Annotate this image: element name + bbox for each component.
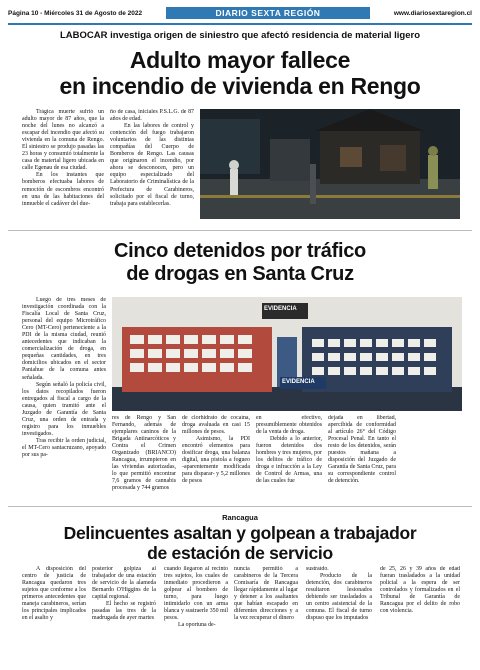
header-rule xyxy=(8,23,472,25)
article2-paragraph: dejada en libertad, apercibida de conformidad al artículo 26° del Código Procesal Penal. En tanto el resto de los detenidos, serán puestos mañana a disposición del Juzgado de Garantía de Santa Cruz, para su correspondiente control de detención. xyxy=(328,415,396,485)
article1-headline-1: Adulto mayor fallece xyxy=(129,47,351,73)
fire-scene-photo xyxy=(200,109,460,219)
article3-paragraph: La oportuna de- xyxy=(178,622,216,629)
article1-paragraph: En las labores de control y contención del fuego trabajaron voluntarios de las distintas compañías del Cuerpo de Bomberos de Rengo. Las causas que originaron el incendio, por ahora se desconocen, pero un equipo especializado del Laboratorio de Criminalística de la Prefectura de Carabineros, solicitado por el fiscal de turno, trabaja para establecerlas. xyxy=(110,123,194,207)
article1-paragraph: Trágica muerte sufrió un adulto mayor de 87 años, que la noche del lunes no alcanzó a escapar del incendio que afectó su vivienda en la comuna de Rengo. El siniestro se produjo pasadas las 23 horas y consumió totalmente la casa de material ligero ubicada en calle Egenau de esa ciudad. xyxy=(22,109,104,172)
article2-paragraph: Según señaló la policía civil, los datos recopilados fueron entregados al fiscal a cargo de la causa, quien tramitó ante el Juzgado de Garantía de Santa Cruz, una orden de entrada y registro para los inmuebles investigados. xyxy=(22,381,106,437)
section-divider xyxy=(8,506,472,507)
article3-paragraph: Producto de la detención, dos carabineros resultaron lesionados debiendo ser trasladados a un centro asistencial de la comuna. El fiscal de turno dispuso que los imputados xyxy=(306,573,372,622)
article3-headline-2: de estación de servicio xyxy=(147,543,333,563)
article3-paragraph: cuando llegaron al recinto tres sujetos, los cuales de inmediato procedieron a golpear al bombero de turno, para luego intimidarlo con un arma blanca y sustraerle 350 mil pesos. xyxy=(164,566,228,622)
evidence-sign: EVIDENCIA xyxy=(264,306,297,312)
article1-col1 xyxy=(22,109,104,221)
article2-paragraph: Asimismo, la PDI encontró elementos para dosificar droga, una balanza digital, una pistola a fogueo -aparentemente modificada para disparar- y 5,2 millones de pesos xyxy=(182,436,250,485)
article1-paragraph: En los instantes que bomberos efectuaba labores de remoción de escombros encontró en una de las habitaciones del inmueble el cadáver del due- xyxy=(22,172,104,207)
article1-kicker: LABOCAR investiga origen de siniestro que afectó residencia de material ligero xyxy=(59,30,421,41)
article2-paragraph: Tras recibir la orden judicial, el MT-Cero santacruzano, apoyado por sus pa- xyxy=(22,437,106,459)
newspaper-brand: DIARIO SEXTA REGIÓN xyxy=(166,7,371,19)
fire-scene-illustration xyxy=(200,109,460,219)
article2-paragraph: Luego de tres meses de investigación coordinada con la Fiscalía Local de Santa Cruz, personal del equipo Microtráfico Cero (MT-Cero) perteneciente a la PDI de la misma ciudad, reunió antecedentes que indicaban la comercialización de droga, en pequeñas cantidades, en tres domicilios ubicados en el sector Paniahue de la comuna antes señalada. xyxy=(22,297,106,381)
seized-drugs-photo xyxy=(112,297,462,411)
page-info: Página 10 - Miércoles 31 de Agosto de 2022 xyxy=(8,9,143,17)
evidence-sign: EVIDENCIA xyxy=(282,379,315,385)
article3-col5 xyxy=(306,566,372,666)
article2-headline-2: de drogas en Santa Cruz xyxy=(126,263,354,285)
article3-paragraph: posterior golpiza al trabajador de una estación de servicio de la alameda Bernardo O'Higgins de la capital regional. xyxy=(92,566,156,601)
article3-col6 xyxy=(380,566,460,666)
article1-col2 xyxy=(110,109,194,221)
article3-paragraph: de 25, 26 y 39 años de edad fueran trasladados a la unidad policial a la espera de ser controlados y formalizados en el Tribunal de Garantía de Rancagua por el delito de robo con violencia. xyxy=(380,566,460,615)
article3-paragraph: sustraído. xyxy=(306,566,329,572)
article2-paragraph: de clorhidrato de cocaína, droga avaluada en casi 15 millones de pesos. xyxy=(182,415,250,436)
article1-headline-2: en incendio de vivienda en Rengo xyxy=(59,73,421,99)
article3-kicker: Rancagua xyxy=(222,513,258,522)
article3-headline-1: Delincuentes asaltan y golpean a trabajador xyxy=(63,523,417,543)
page-header xyxy=(8,4,472,22)
section-divider xyxy=(8,230,472,231)
article2-paragraph: res de Rengo y San Fernando, además de ejemplares caninos de la Brigada Antinarcóticos y Contra el Crimen Organizado (BRIANCO) Rancagua, irrumpieron en las viviendas autorizadas, lo que permitió encontrar 7,6 gramos de cannabis procesada y 744 gramos xyxy=(112,415,176,492)
article3-col3 xyxy=(164,566,228,666)
seized-drugs-illustration xyxy=(112,297,462,411)
article2-paragraph: en efectivo, presumiblemente obtenidos de la venta de droga. xyxy=(256,415,322,436)
article3-paragraph: El hecho se registró pasadas las tres de la madrugada de ayer martes xyxy=(92,601,156,622)
article3-col2 xyxy=(92,566,156,666)
article2-headline-1: Cinco detenidos por tráfico xyxy=(114,240,366,262)
article2-paragraph: Debido a lo anterior, fueron detenidos dos hombres y tres mujeres, por los delitos de tráfico de droga e infracción a la Ley de Control de Armas, una de las cuales fue xyxy=(256,436,322,485)
article3-col1 xyxy=(22,566,86,666)
article3-paragraph: A disposición del centro de justicia de Rancagua quedaron tres sujetos que conforme a los primeros antecedentes que maneja carabineros, serían los principales implicados en el asalto y xyxy=(22,566,86,622)
article1-paragraph: ño de casa, iniciales P.S.L.G. de 87 años de edad. xyxy=(110,109,194,123)
article3-paragraph: nuncia permitió a carabineros de la Tercera Comisaría de Rancagua llegar rápidamente al lugar y detener a los asaltantes que habían escapado en diferentes direcciones y a la vez recuperar el dinero xyxy=(234,566,298,622)
newspaper-url[interactable]: www.diariosextaregion.cl xyxy=(393,9,472,17)
article3-col4 xyxy=(234,566,298,666)
